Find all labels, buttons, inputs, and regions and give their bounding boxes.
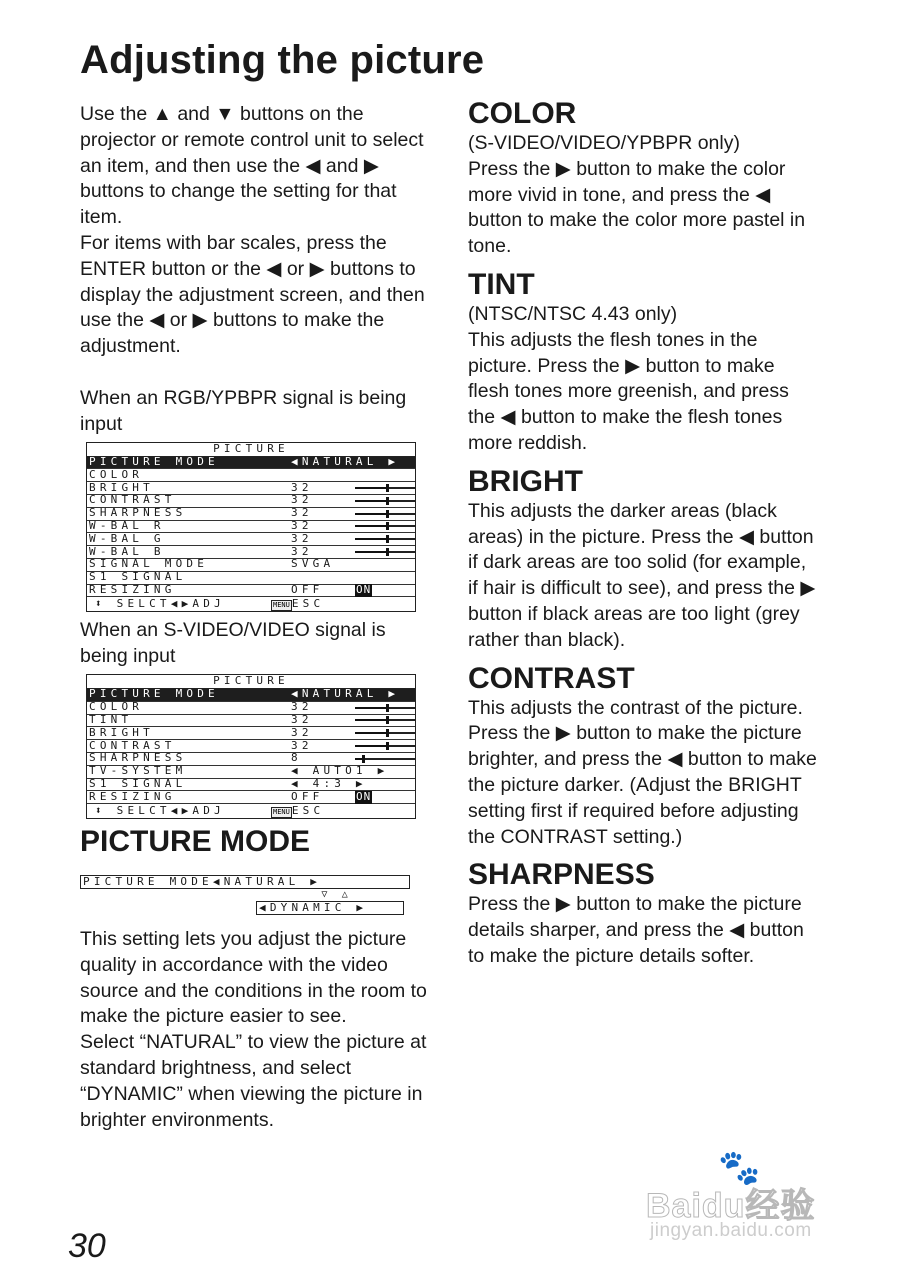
rgb-menu-caption: When an RGB/YPBPR signal is being input — [80, 386, 407, 435]
menu-row-label: RESIZING — [89, 790, 176, 803]
menu-row[interactable] — [87, 559, 415, 572]
picture-mode-osd-row: PICTURE MODE◀NATURAL ▶ — [80, 875, 410, 889]
tint-heading: TINT — [468, 267, 535, 301]
svideo-menu-title: PICTURE — [87, 675, 415, 689]
menu-row-label: PICTURE MODE — [89, 688, 219, 701]
contrast-text: This adjusts the contrast of the picture. Press the ▶ button to make the picture brighter, and press the ◀ button to make the picture darker. (Adjust the BRIGHT setting first if required before adjusting the CONTRAST setting.) — [468, 696, 817, 848]
menu-row[interactable] — [87, 740, 415, 753]
menu-row-label: CONTRAST — [89, 494, 176, 507]
page-title: Adjusting the picture — [80, 38, 485, 82]
svideo-picture-menu — [86, 674, 416, 819]
menu-row[interactable] — [87, 727, 415, 740]
menu-row-slider[interactable] — [355, 497, 415, 505]
picture-mode-text — [80, 927, 435, 1133]
menu-row[interactable] — [87, 457, 415, 470]
intro-paragraph-2: For items with bar scales, press the ENTER button or the ◀ or ▶ buttons to display the adjustment screen, and then use the ◀ or ▶ buttons to make the adjustment. — [80, 231, 425, 358]
menu-row-label: W-BAL G — [89, 532, 165, 545]
menu-row[interactable] — [87, 689, 415, 702]
menu-row-label: W-BAL B — [89, 545, 165, 558]
tint-text: This adjusts the flesh tones in the picture. Press the ▶ button to make flesh tones more greenish, and press the ◀ button to make the flesh tones more reddish. — [468, 328, 789, 454]
menu-button-icon: MENU — [273, 807, 290, 816]
menu-row-value: 32 — [291, 713, 313, 727]
sharpness-text: Press the ▶ button to make the picture details sharper, and press the ◀ button to make the picture details softer. — [468, 893, 804, 967]
menu-row-label: PICTURE MODE — [89, 456, 219, 469]
menu-row-label: SHARPNESS — [89, 752, 187, 765]
menu-row-value: 32 — [291, 480, 313, 494]
menu-row-slider[interactable] — [355, 704, 415, 712]
menu-row-label: BRIGHT — [89, 726, 154, 739]
menu-footer-nav-hint: ⬍ SELCT◀▶ADJ — [95, 803, 225, 817]
menu-row-value: 32 — [291, 738, 313, 752]
menu-footer — [87, 804, 415, 818]
menu-row-value: 32 — [291, 519, 313, 533]
menu-row-value: 32 — [291, 493, 313, 507]
picture-mode-paragraph-2: Select “NATURAL” to view the picture at standard brightness, and select “DYNAMIC” when viewing the picture in brighter environments. — [80, 1031, 427, 1131]
menu-row-value: OFF — [291, 583, 324, 597]
menu-row-value: 8 — [291, 751, 302, 765]
menu-row-slider[interactable] — [355, 510, 415, 518]
rgb-menu-title: PICTURE — [87, 443, 415, 457]
menu-footer — [87, 597, 415, 611]
paw-icon: 🐾 — [718, 1149, 761, 1187]
menu-row[interactable] — [87, 585, 415, 598]
menu-row-on-indicator: ON — [356, 789, 372, 803]
menu-row-value: SVGA — [291, 557, 335, 571]
section-color — [468, 97, 818, 260]
section-bright — [468, 465, 818, 654]
menu-button-icon: MENU — [273, 600, 290, 609]
menu-row-label: CONTRAST — [89, 739, 176, 752]
color-text: Press the ▶ button to make the color more vivid in tone, and press the ◀ button to make the color more pastel in tone. — [468, 157, 806, 258]
bright-heading: BRIGHT — [468, 464, 583, 498]
menu-row-label: W-BAL R — [89, 520, 165, 533]
color-note: (S-VIDEO/VIDEO/YPBPR only) — [468, 132, 740, 154]
menu-row-label: COLOR — [89, 468, 144, 481]
menu-footer-esc: ESC — [291, 803, 325, 817]
intro-text — [80, 102, 435, 360]
menu-row-value: ◀NATURAL ▶ — [291, 687, 400, 701]
right-column — [468, 97, 818, 974]
menu-row-label: RESIZING — [89, 584, 176, 597]
menu-row[interactable] — [87, 521, 415, 534]
section-tint — [468, 268, 818, 457]
menu-row-slider[interactable] — [355, 729, 415, 737]
sharpness-heading: SHARPNESS — [468, 858, 655, 892]
menu-row[interactable] — [87, 533, 415, 546]
menu-row-slider[interactable] — [355, 716, 415, 724]
menu-row-value: 32 — [291, 544, 313, 558]
menu-row[interactable] — [87, 546, 415, 559]
menu-row[interactable] — [87, 508, 415, 521]
picture-mode-dynamic-row: ◀DYNAMIC ▶ — [256, 901, 404, 915]
intro-paragraph-1: Use the ▲ and ▼ buttons on the projector or remote control unit to select an item, and then use the ◀ and ▶ buttons to change the setting for that item. — [80, 103, 424, 229]
menu-row-label: S1 SIGNAL — [89, 778, 187, 790]
contrast-heading: CONTRAST — [468, 661, 635, 695]
menu-row-label: COLOR — [89, 701, 144, 714]
watermark-brand: Baidu经验 — [646, 1187, 816, 1225]
menu-row-value: 32 — [291, 531, 313, 545]
menu-row[interactable] — [87, 715, 415, 728]
menu-row-slider[interactable] — [355, 755, 415, 763]
watermark-url: jingyan.baidu.com — [650, 1220, 812, 1241]
menu-footer-nav-hint: ⬍ SELCT◀▶ADJ — [95, 596, 225, 610]
menu-row-slider[interactable] — [355, 742, 415, 750]
menu-row[interactable] — [87, 495, 415, 508]
menu-row-slider[interactable] — [355, 548, 415, 556]
menu-row-slider[interactable] — [355, 535, 415, 543]
menu-row-value: OFF — [291, 789, 324, 803]
color-heading: COLOR — [468, 97, 577, 130]
menu-row-label: SIGNAL MODE — [89, 558, 209, 571]
picture-mode-toggle-arrows: ▽ △ — [321, 889, 352, 901]
picture-mode-paragraph-1: This setting lets you adjust the picture quality in accordance with the video source and the conditions in the room to make the picture easier to see. — [80, 928, 427, 1028]
menu-row[interactable] — [87, 482, 415, 495]
rgb-picture-menu — [86, 442, 416, 613]
section-contrast — [468, 662, 818, 851]
menu-row-value: 32 — [291, 725, 313, 739]
menu-row-slider[interactable] — [355, 522, 415, 530]
page-number: 30 — [68, 1227, 106, 1265]
left-column — [80, 102, 435, 1133]
baidu-watermark — [640, 1148, 850, 1244]
menu-row-label: S1 SIGNAL — [89, 571, 187, 584]
menu-row-slider[interactable] — [355, 484, 415, 492]
menu-row-label: SHARPNESS — [89, 507, 187, 520]
picture-mode-heading: PICTURE MODE — [80, 825, 311, 859]
menu-row-value: ◀ AUTO1 ▶ — [291, 764, 389, 778]
tint-note: (NTSC/NTSC 4.43 only) — [468, 302, 678, 325]
menu-row-label: BRIGHT — [89, 481, 154, 494]
bright-text: This adjusts the darker areas (black areas) in the picture. Press the ◀ button if dark areas are too solid (for example, if hair is difficult to see), and press the ▶ button if black areas are too light (grey rather than black). — [468, 499, 816, 651]
picture-mode-osd — [80, 875, 410, 915]
menu-row-label: TINT — [89, 714, 133, 727]
menu-row-value: 32 — [291, 700, 313, 714]
menu-row[interactable] — [87, 469, 415, 482]
menu-row-on-indicator: ON — [356, 583, 372, 597]
menu-row[interactable] — [87, 791, 415, 804]
menu-row-label: TV-SYSTEM — [89, 765, 187, 778]
menu-row-value: 32 — [291, 506, 313, 520]
section-sharpness — [468, 858, 818, 969]
menu-row[interactable] — [87, 702, 415, 715]
menu-row-value: ◀ 4:3 ▶ — [291, 777, 367, 790]
menu-footer-esc: ESC — [291, 596, 325, 610]
svideo-menu-caption: When an S-VIDEO/VIDEO signal is being input — [80, 619, 386, 668]
menu-row-value: ◀NATURAL ▶ — [291, 455, 400, 469]
